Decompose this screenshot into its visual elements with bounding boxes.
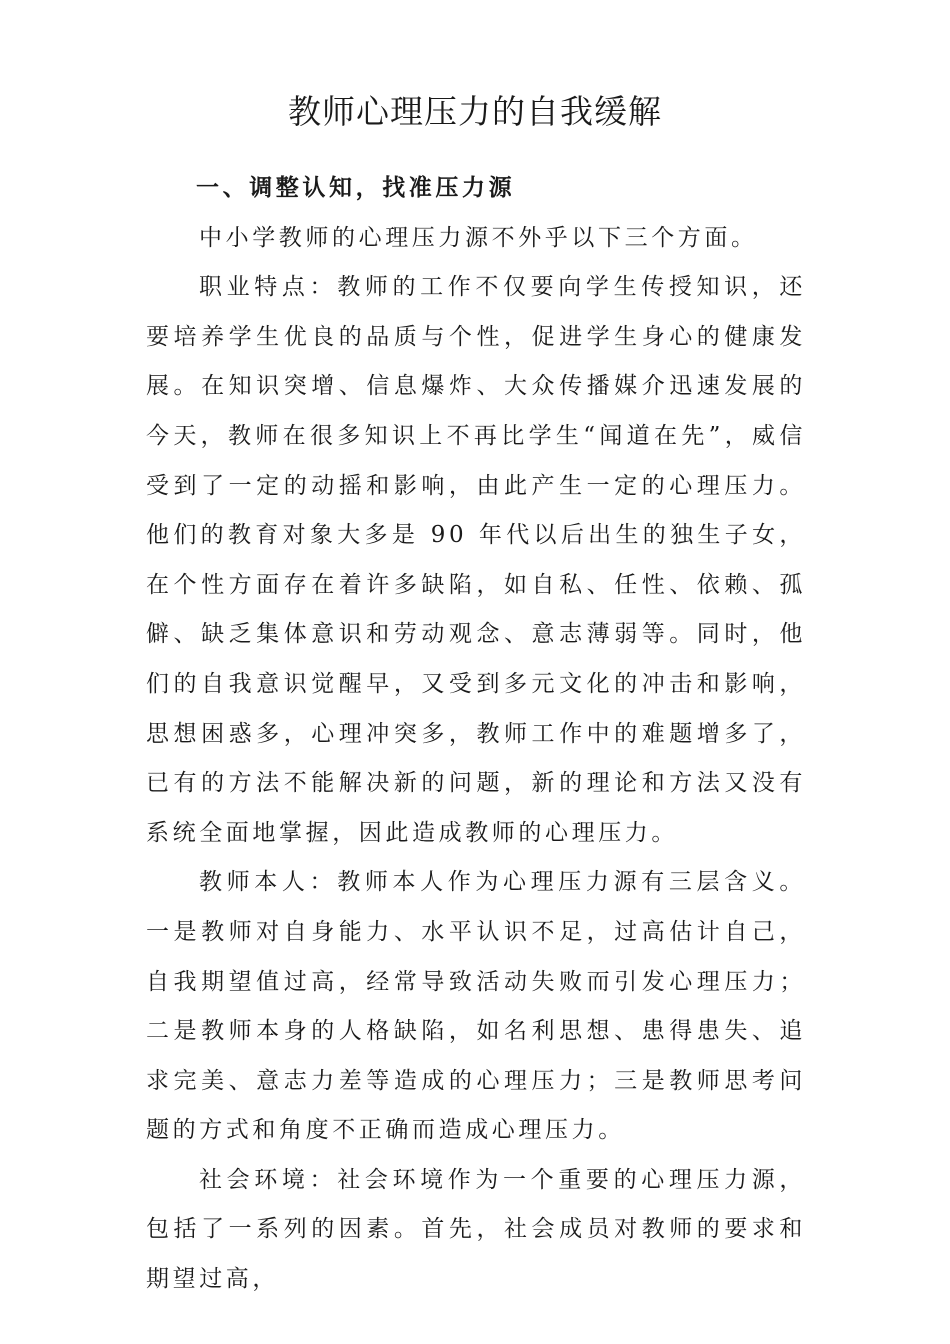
document-body <box>146 164 806 1305</box>
paragraph-intro: 中小学教师的心理压力源不外乎以下三个方面。 <box>199 224 758 251</box>
paragraph-teacher-self: 教师本人：教师本人作为心理压力源有三层含义。一是教师对自身能力、水平认识不足，过高估计自己，自我期望值过高，经常导致活动失败而引发心理压力；二是教师本身的人格缺陷，如名利思想、患得患失、追求完美、意志力差等造成的心理压力；三是教师思考问题的方式和角度不正确而造成心理压力。 <box>146 869 806 1144</box>
document-title: 教师心理压力的自我缓解 <box>288 92 662 131</box>
paragraph-career: 职业特点：教师的工作不仅要向学生传授知识，还要培养学生优良的品质与个性，促进学生身心的健康发展。在知识突增、信息爆炸、大众传播媒介迅速发展的今天，教师在很多知识上不再比学生“闻道在先”，威信受到了一定的动摇和影响，由此产生一定的心理压力。他们的教育对象大多是 90 年代以后出生的独生子女，在个性方面存在着许多缺陷，如自私、任性、依赖、孤僻、缺乏集体意识和劳动观念、意志薄弱等。同时，他们的自我意识觉醒早，又受到多元文化的冲击和影响，思想困惑多，心理冲突多，教师工作中的难题增多了，已有的方法不能解决新的问题，新的理论和方法又没有系统全面地掌握，因此造成教师的心理压力。 <box>146 274 806 846</box>
section-heading: 一、调整认知，找准压力源 <box>196 175 516 201</box>
paragraph-social-environment: 社会环境：社会环境作为一个重要的心理压力源，包括了一系列的因素。首先，社会成员对教师的要求和期望过高， <box>146 1166 806 1293</box>
